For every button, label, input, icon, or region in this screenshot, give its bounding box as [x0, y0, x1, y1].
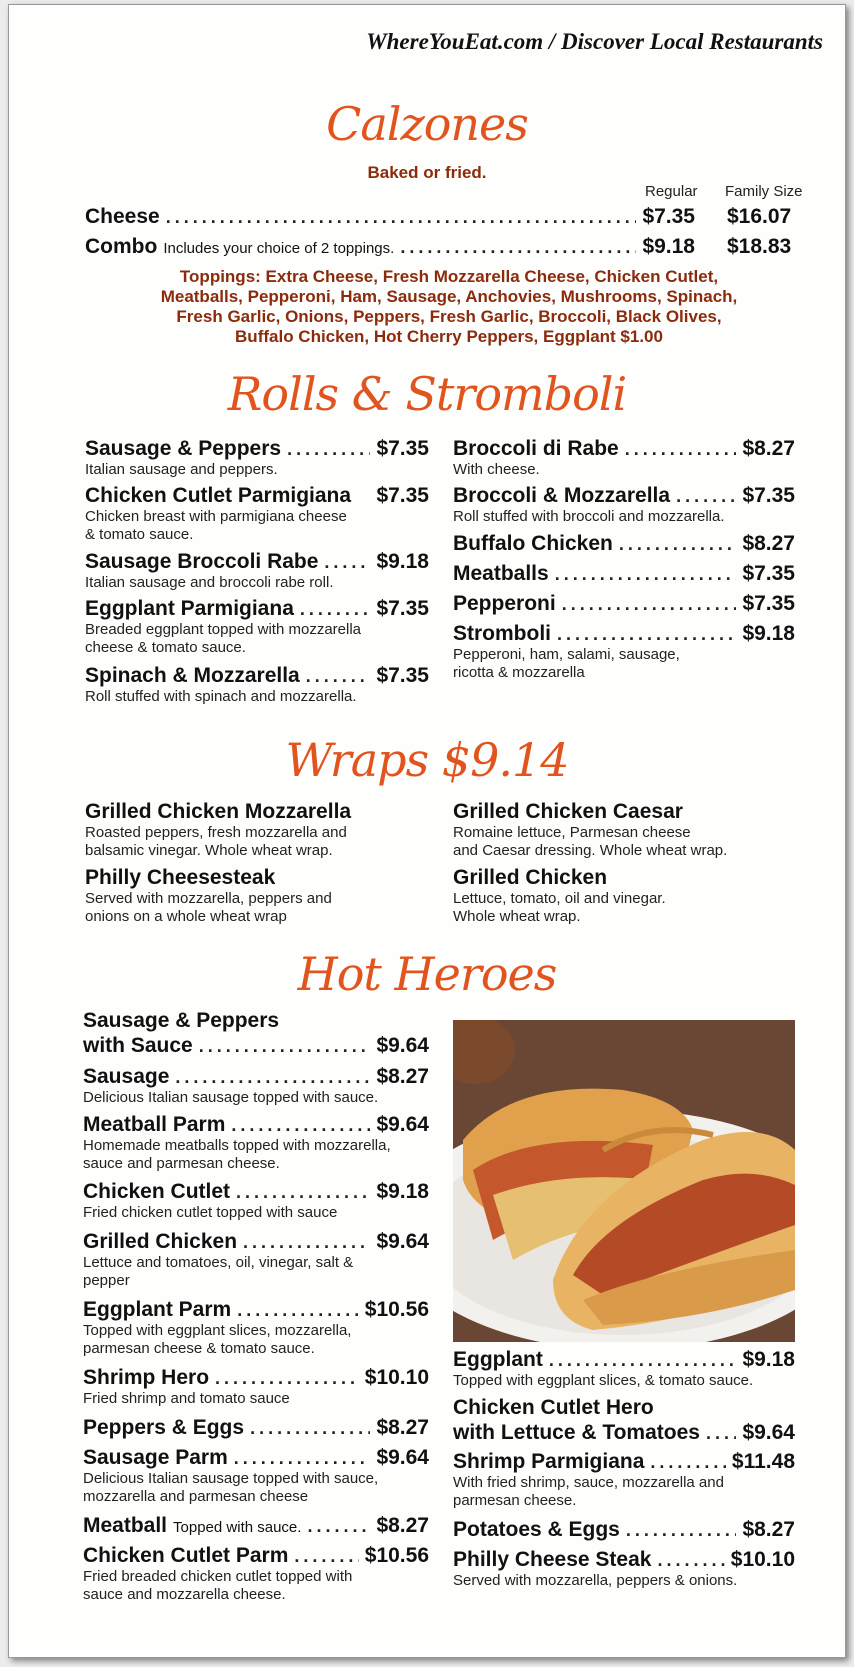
- leader-dots: [231, 1115, 370, 1136]
- menu-item: [85, 235, 695, 259]
- menu-item: [83, 1514, 429, 1538]
- item-price-regular: $9.18: [642, 235, 695, 258]
- desc-line: Italian sausage and peppers.: [85, 461, 278, 478]
- item-desc: [85, 824, 347, 860]
- leader-dots: [306, 666, 371, 687]
- item-desc: [85, 574, 333, 592]
- leader-dots: [307, 1516, 370, 1537]
- desc-line: Lettuce and tomatoes, oil, vinegar, salt &: [83, 1254, 354, 1271]
- desc-line: Romaine lettuce, Parmesan cheese: [453, 824, 691, 841]
- desc-line: & tomato sauce.: [85, 526, 194, 543]
- leader-dots: [175, 1067, 370, 1088]
- menu-item: [83, 1034, 429, 1058]
- item-name-line2: with Lettuce & Tomatoes: [453, 1421, 700, 1444]
- toppings-line: Buffalo Chicken, Hot Cherry Peppers, Eggplant $1.00: [235, 327, 663, 346]
- item-desc: [83, 1089, 378, 1107]
- wraps-title: Wraps $9.14: [285, 733, 569, 787]
- leader-dots: [215, 1368, 359, 1389]
- item-price: $9.18: [376, 550, 429, 573]
- item-desc: [83, 1254, 353, 1290]
- item-name: Eggplant Parm: [83, 1298, 232, 1321]
- toppings-line: Fresh Garlic, Onions, Peppers, Fresh Garlic, Broccoli, Black Olives,: [176, 307, 722, 326]
- desc-line: parmesan cheese & tomato sauce.: [83, 1340, 315, 1357]
- leader-dots: [234, 1448, 371, 1469]
- menu-item: [453, 1450, 795, 1474]
- item-desc: [453, 646, 680, 682]
- desc-line: With cheese.: [453, 461, 540, 478]
- menu-item: [453, 437, 795, 461]
- item-name: Chicken Cutlet Hero: [453, 1396, 654, 1419]
- desc-line: Chicken breast with parmigiana cheese: [85, 508, 347, 525]
- item-name: Eggplant: [453, 1348, 543, 1371]
- leader-dots: [237, 1300, 359, 1321]
- item-desc: [85, 890, 332, 926]
- leader-dots: [324, 552, 370, 573]
- leader-dots: [400, 237, 636, 258]
- item-note: Topped with sauce.: [173, 1519, 302, 1536]
- leader-dots: [555, 564, 737, 585]
- desc-line: mozzarella and parmesan cheese: [83, 1488, 309, 1505]
- item-desc: [83, 1137, 391, 1173]
- menu-item: [83, 1366, 429, 1390]
- menu-item: [453, 532, 795, 556]
- item-price: $7.35: [376, 597, 429, 620]
- desc-line: parmesan cheese.: [453, 1492, 577, 1509]
- leader-dots: [650, 1452, 726, 1473]
- item-desc: [453, 1372, 753, 1390]
- menu-item: [453, 592, 795, 616]
- hero-sandwich-photo: [453, 1020, 795, 1342]
- item-price: $7.35: [376, 664, 429, 687]
- menu-page: [8, 4, 846, 1658]
- item-desc: [85, 688, 357, 706]
- item-price: $10.10: [730, 1548, 795, 1571]
- item-name: Sausage Parm: [83, 1446, 228, 1469]
- item-name: Combo: [85, 235, 158, 258]
- leader-dots: [626, 1520, 737, 1541]
- item-desc: [85, 461, 278, 479]
- menu-item: [453, 1348, 795, 1372]
- item-desc: [85, 621, 361, 657]
- desc-line: Topped with eggplant slices, mozzarella,: [83, 1322, 352, 1339]
- site-header[interactable]: WhereYouEat.com / Discover Local Restaurants: [366, 29, 823, 54]
- item-desc: [83, 1390, 290, 1408]
- menu-item: [85, 550, 429, 574]
- item-desc: [453, 890, 666, 926]
- desc-line: Delicious Italian sausage topped with sauce,: [83, 1470, 379, 1487]
- menu-item: [83, 1065, 429, 1089]
- item-desc: [83, 1204, 337, 1222]
- item-name: Spinach & Mozzarella: [85, 664, 300, 687]
- item-desc: [83, 1470, 378, 1506]
- desc-line: Served with mozzarella, peppers & onions.: [453, 1572, 738, 1589]
- item-desc: [453, 1474, 724, 1510]
- item-name: Chicken Cutlet Parm: [83, 1544, 289, 1567]
- item-price: $7.35: [742, 592, 795, 615]
- item-price: $9.18: [742, 622, 795, 645]
- item-name: Meatball Parm: [83, 1113, 226, 1136]
- toppings-list: [69, 267, 829, 347]
- item-name: Chicken Cutlet Parmigiana: [85, 484, 352, 507]
- item-price: $8.27: [376, 1416, 429, 1439]
- item-name: Sausage: [83, 1065, 170, 1088]
- menu-item: [83, 1230, 429, 1254]
- desc-line: cheese & tomato sauce.: [85, 639, 246, 656]
- item-price-family: $18.83: [727, 235, 792, 258]
- col-regular: Regular: [645, 183, 698, 200]
- leader-dots: [706, 1423, 736, 1444]
- item-price: $9.64: [376, 1446, 429, 1469]
- wrap-name: Grilled Chicken: [453, 866, 608, 889]
- menu-item: [453, 1421, 795, 1445]
- menu-item: [83, 1544, 429, 1568]
- item-price: $9.18: [742, 1348, 795, 1371]
- item-name: Broccoli di Rabe: [453, 437, 619, 460]
- item-desc: [453, 461, 540, 479]
- desc-line: Topped with eggplant slices, & tomato sauce.: [453, 1372, 754, 1389]
- menu-item: [85, 437, 429, 461]
- item-name-line2: with Sauce: [83, 1034, 193, 1057]
- desc-line: ricotta & mozzarella: [453, 664, 585, 681]
- item-price: $9.64: [376, 1113, 429, 1136]
- leader-dots: [619, 534, 737, 555]
- item-name: Buffalo Chicken: [453, 532, 613, 555]
- desc-line: Pepperoni, ham, salami, sausage,: [453, 646, 680, 663]
- item-price: $8.27: [742, 437, 795, 460]
- item-price: $8.27: [376, 1065, 429, 1088]
- item-price: $9.64: [376, 1230, 429, 1253]
- desc-line: Fried chicken cutlet topped with sauce: [83, 1204, 338, 1221]
- item-desc: [85, 508, 347, 544]
- wrap-name: Grilled Chicken Mozzarella: [85, 800, 352, 823]
- menu-item: [453, 484, 795, 508]
- calzones-title: Calzones: [326, 97, 528, 151]
- item-price: $8.27: [376, 1514, 429, 1537]
- item-name: Potatoes & Eggs: [453, 1518, 620, 1541]
- rolls-title: Rolls & Stromboli: [227, 367, 627, 421]
- desc-line: Roll stuffed with broccoli and mozzarella.: [453, 508, 725, 525]
- menu-item: [83, 1416, 429, 1440]
- menu-item: [85, 484, 429, 508]
- item-name: Sausage & Peppers: [83, 1009, 280, 1032]
- leader-dots: [250, 1418, 370, 1439]
- desc-line: Breaded eggplant topped with mozzarella: [85, 621, 362, 638]
- leader-dots: [166, 207, 637, 228]
- item-price: $10.10: [364, 1366, 429, 1389]
- desc-line: balsamic vinegar. Whole wheat wrap.: [85, 842, 333, 859]
- desc-line: Roasted peppers, fresh mozzarella and: [85, 824, 347, 841]
- item-name: Sausage Broccoli Rabe: [85, 550, 319, 573]
- item-desc: [453, 1572, 737, 1590]
- desc-line: Roll stuffed with spinach and mozzarella.: [85, 688, 357, 705]
- leader-dots: [243, 1232, 370, 1253]
- toppings-line: Toppings: Extra Cheese, Fresh Mozzarella Cheese, Chicken Cutlet,: [179, 267, 719, 286]
- item-price: $11.48: [731, 1450, 795, 1473]
- item-name: Grilled Chicken: [83, 1230, 238, 1253]
- desc-line: Lettuce, tomato, oil and vinegar.: [453, 890, 666, 907]
- item-name: Meatballs: [453, 562, 549, 585]
- menu-item: [453, 1548, 795, 1572]
- item-price: $8.27: [742, 1518, 795, 1541]
- menu-item: [453, 562, 795, 586]
- item-name: Cheese: [85, 205, 160, 228]
- item-desc: [83, 1322, 351, 1358]
- menu-item: [85, 205, 695, 229]
- item-desc: [83, 1568, 352, 1604]
- leader-dots: [300, 599, 371, 620]
- leader-dots: [676, 486, 736, 507]
- desc-line: Delicious Italian sausage topped with sauce.: [83, 1089, 379, 1106]
- item-name: Sausage & Peppers: [85, 437, 282, 460]
- heroes-title: Hot Heroes: [297, 947, 557, 1001]
- item-name: Eggplant Parmigiana: [85, 597, 294, 620]
- sandwich-illustration: [453, 1020, 795, 1342]
- leader-dots: [236, 1182, 370, 1203]
- leader-dots: [562, 594, 737, 615]
- item-name: Meatball: [83, 1514, 168, 1537]
- leader-dots: [287, 439, 370, 460]
- item-name: Shrimp Hero: [83, 1366, 210, 1389]
- desc-line: onions on a whole wheat wrap: [85, 908, 287, 925]
- item-desc: [453, 824, 727, 860]
- item-price: $9.64: [376, 1034, 429, 1057]
- desc-line: Served with mozzarella, peppers and: [85, 890, 332, 907]
- item-price: $7.35: [376, 437, 429, 460]
- desc-line: and Caesar dressing. Whole wheat wrap.: [453, 842, 728, 859]
- desc-line: Fried shrimp and tomato sauce: [83, 1390, 290, 1407]
- toppings-line: Meatballs, Pepperoni, Ham, Sausage, Anchovies, Mushrooms, Spinach,: [160, 287, 738, 306]
- menu-item: [83, 1180, 429, 1204]
- item-price: $9.18: [376, 1180, 429, 1203]
- item-note: Includes your choice of 2 toppings.: [163, 240, 395, 257]
- item-name: Pepperoni: [453, 592, 556, 615]
- leader-dots: [199, 1036, 371, 1057]
- menu-item: [453, 1518, 795, 1542]
- menu-item: [85, 597, 429, 621]
- desc-line: Fried breaded chicken cutlet topped with: [83, 1568, 353, 1585]
- item-name: Shrimp Parmigiana: [453, 1450, 645, 1473]
- item-name: Chicken Cutlet: [83, 1180, 231, 1203]
- leader-dots: [294, 1546, 358, 1567]
- menu-item: [83, 1298, 429, 1322]
- desc-line: sauce and mozzarella cheese.: [83, 1586, 286, 1603]
- item-price: $8.27: [742, 532, 795, 555]
- desc-line: Whole wheat wrap.: [453, 908, 581, 925]
- desc-line: sauce and parmesan cheese.: [83, 1155, 280, 1172]
- leader-dots: [625, 439, 737, 460]
- item-price: $10.56: [364, 1298, 429, 1321]
- item-price: $7.35: [376, 484, 429, 507]
- desc-line: With fried shrimp, sauce, mozzarella and: [453, 1474, 724, 1491]
- leader-dots: [657, 1550, 724, 1571]
- menu-item: [83, 1113, 429, 1137]
- item-price: $9.64: [742, 1421, 795, 1444]
- menu-item: [453, 622, 795, 646]
- desc-line: pepper: [83, 1272, 130, 1289]
- item-name: Philly Cheese Steak: [453, 1548, 652, 1571]
- menu-item: [85, 664, 429, 688]
- desc-line: Italian sausage and broccoli rabe roll.: [85, 574, 334, 591]
- item-price: $7.35: [742, 562, 795, 585]
- item-desc: [453, 508, 725, 526]
- item-name: Broccoli & Mozzarella: [453, 484, 671, 507]
- leader-dots: [557, 624, 736, 645]
- leader-dots: [549, 1350, 737, 1371]
- calzones-subtitle: Baked or fried.: [367, 163, 487, 182]
- desc-line: Homemade meatballs topped with mozzarella,: [83, 1137, 391, 1154]
- item-price-family: $16.07: [727, 205, 792, 228]
- wrap-name: Philly Cheesesteak: [85, 866, 276, 889]
- item-name: Stromboli: [453, 622, 551, 645]
- item-price: $7.35: [742, 484, 795, 507]
- item-price: $10.56: [364, 1544, 429, 1567]
- item-price-regular: $7.35: [642, 205, 695, 228]
- menu-item: [83, 1446, 429, 1470]
- item-name: Peppers & Eggs: [83, 1416, 245, 1439]
- wrap-name: Grilled Chicken Caesar: [453, 800, 683, 823]
- col-family: Family Size: [725, 183, 803, 200]
